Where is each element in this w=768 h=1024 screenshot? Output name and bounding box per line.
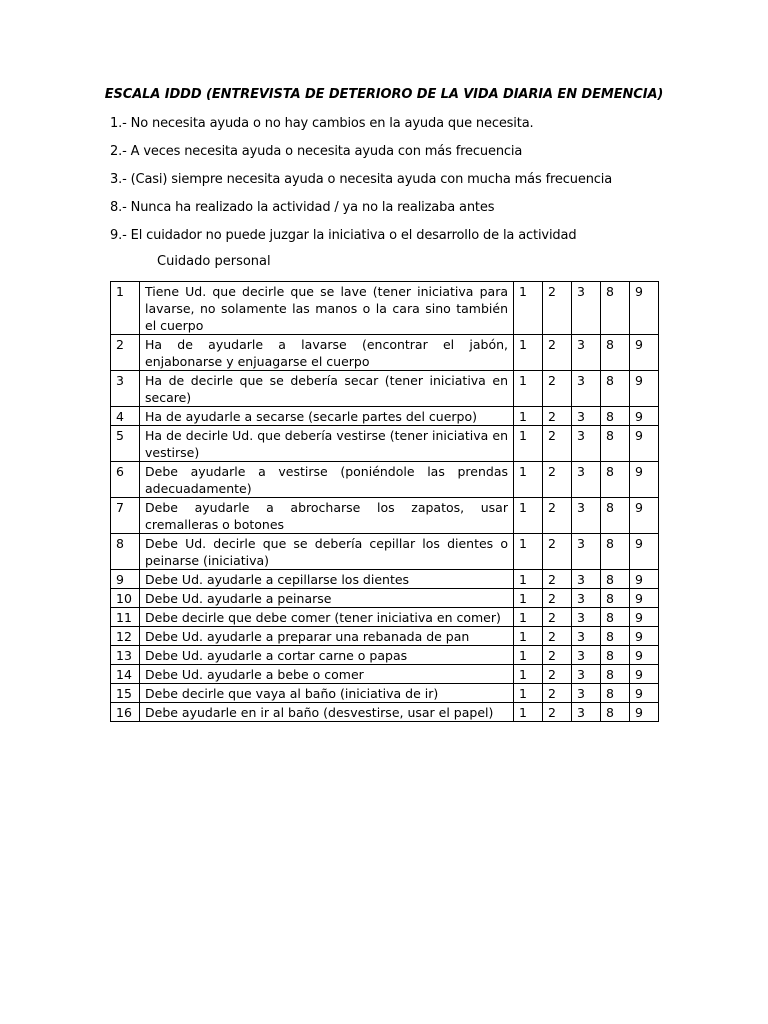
score-option-1[interactable]: 1 — [514, 570, 543, 589]
item-question: Debe Ud. ayudarle a cortar carne o papas — [140, 646, 514, 665]
table-row — [111, 462, 659, 498]
table-row — [111, 371, 659, 407]
item-number: 12 — [111, 627, 140, 646]
table-row — [111, 703, 659, 722]
score-option-1[interactable]: 1 — [514, 627, 543, 646]
legend-item-8: 8.- Nunca ha realizado la actividad / ya no la realizaba antes — [110, 200, 495, 215]
item-number: 13 — [111, 646, 140, 665]
score-option-1[interactable]: 1 — [514, 703, 543, 722]
score-option-8[interactable]: 8 — [601, 534, 630, 570]
score-option-9[interactable]: 9 — [630, 627, 659, 646]
item-question: Debe Ud. ayudarle a bebe o comer — [140, 665, 514, 684]
score-option-3[interactable]: 3 — [572, 534, 601, 570]
score-option-9[interactable]: 9 — [630, 335, 659, 371]
item-number: 8 — [111, 534, 140, 570]
item-question: Tiene Ud. que decirle que se lave (tener iniciativa para lavarse, no solamente las manos o la cara sino también el cuerpo — [140, 282, 514, 335]
document-title: ESCALA IDDD (ENTREVISTA DE DETERIORO DE LA VIDA DIARIA EN DEMENCIA) — [104, 87, 664, 102]
score-option-8[interactable]: 8 — [601, 498, 630, 534]
score-option-9[interactable]: 9 — [630, 684, 659, 703]
score-option-8[interactable]: 8 — [601, 684, 630, 703]
score-option-3[interactable]: 3 — [572, 426, 601, 462]
score-option-9[interactable]: 9 — [630, 426, 659, 462]
score-option-3[interactable]: 3 — [572, 665, 601, 684]
item-question: Debe Ud. ayudarle a peinarse — [140, 589, 514, 608]
score-option-2[interactable]: 2 — [543, 646, 572, 665]
score-option-9[interactable]: 9 — [630, 462, 659, 498]
score-option-9[interactable]: 9 — [630, 589, 659, 608]
items-table-body — [111, 282, 659, 722]
score-option-9[interactable]: 9 — [630, 282, 659, 335]
score-option-2[interactable]: 2 — [543, 684, 572, 703]
score-option-1[interactable]: 1 — [514, 684, 543, 703]
table-row — [111, 335, 659, 371]
score-option-1[interactable]: 1 — [514, 498, 543, 534]
item-number: 2 — [111, 335, 140, 371]
score-option-9[interactable]: 9 — [630, 570, 659, 589]
score-option-9[interactable]: 9 — [630, 608, 659, 627]
score-option-8[interactable]: 8 — [601, 426, 630, 462]
item-question: Debe decirle que debe comer (tener iniciativa en comer) — [140, 608, 514, 627]
score-option-3[interactable]: 3 — [572, 407, 601, 426]
score-option-3[interactable]: 3 — [572, 282, 601, 335]
score-option-9[interactable]: 9 — [630, 703, 659, 722]
score-option-2[interactable]: 2 — [543, 426, 572, 462]
table-row — [111, 589, 659, 608]
legend-item-1: 1.- No necesita ayuda o no hay cambios en la ayuda que necesita. — [110, 116, 534, 131]
score-option-3[interactable]: 3 — [572, 684, 601, 703]
table-row — [111, 282, 659, 335]
score-option-1[interactable]: 1 — [514, 426, 543, 462]
score-option-9[interactable]: 9 — [630, 371, 659, 407]
score-option-3[interactable]: 3 — [572, 627, 601, 646]
item-question: Ha de ayudarle a lavarse (encontrar el jabón, enjabonarse y enjuagarse el cuerpo — [140, 335, 514, 371]
items-table — [110, 281, 659, 722]
score-option-3[interactable]: 3 — [572, 462, 601, 498]
score-option-8[interactable]: 8 — [601, 407, 630, 426]
table-row — [111, 570, 659, 589]
score-option-2[interactable]: 2 — [543, 371, 572, 407]
item-question: Debe ayudarle en ir al baño (desvestirse, usar el papel) — [140, 703, 514, 722]
score-option-1[interactable]: 1 — [514, 462, 543, 498]
item-question: Debe ayudarle a vestirse (poniéndole las prendas adecuadamente) — [140, 462, 514, 498]
table-row — [111, 407, 659, 426]
score-option-9[interactable]: 9 — [630, 498, 659, 534]
item-number: 9 — [111, 570, 140, 589]
item-number: 14 — [111, 665, 140, 684]
score-option-1[interactable]: 1 — [514, 665, 543, 684]
score-option-8[interactable]: 8 — [601, 282, 630, 335]
score-option-3[interactable]: 3 — [572, 498, 601, 534]
table-row — [111, 608, 659, 627]
score-option-2[interactable]: 2 — [543, 534, 572, 570]
table-row — [111, 498, 659, 534]
item-number: 15 — [111, 684, 140, 703]
item-question: Debe decirle que vaya al baño (iniciativa de ir) — [140, 684, 514, 703]
scale-legend — [110, 116, 670, 256]
item-question: Ha de decirle que se debería secar (tener iniciativa en secare) — [140, 371, 514, 407]
item-number: 11 — [111, 608, 140, 627]
score-option-2[interactable]: 2 — [543, 703, 572, 722]
score-option-3[interactable]: 3 — [572, 371, 601, 407]
score-option-8[interactable]: 8 — [601, 335, 630, 371]
score-option-2[interactable]: 2 — [543, 627, 572, 646]
legend-item-9: 9.- El cuidador no puede juzgar la iniciativa o el desarrollo de la actividad — [110, 228, 577, 243]
score-option-8[interactable]: 8 — [601, 608, 630, 627]
score-option-9[interactable]: 9 — [630, 665, 659, 684]
score-option-1[interactable]: 1 — [514, 589, 543, 608]
item-number: 16 — [111, 703, 140, 722]
score-option-8[interactable]: 8 — [601, 665, 630, 684]
section-title: Cuidado personal — [157, 254, 271, 269]
table-row — [111, 684, 659, 703]
table-row — [111, 646, 659, 665]
score-option-2[interactable]: 2 — [543, 570, 572, 589]
score-option-1[interactable]: 1 — [514, 335, 543, 371]
table-row — [111, 534, 659, 570]
legend-item-3: 3.- (Casi) siempre necesita ayuda o necesita ayuda con mucha más frecuencia — [110, 172, 613, 187]
score-option-3[interactable]: 3 — [572, 570, 601, 589]
score-option-1[interactable]: 1 — [514, 608, 543, 627]
score-option-9[interactable]: 9 — [630, 534, 659, 570]
score-option-2[interactable]: 2 — [543, 665, 572, 684]
score-option-1[interactable]: 1 — [514, 371, 543, 407]
score-option-2[interactable]: 2 — [543, 282, 572, 335]
score-option-2[interactable]: 2 — [543, 589, 572, 608]
legend-item-2: 2.- A veces necesita ayuda o necesita ayuda con más frecuencia — [110, 144, 523, 159]
score-option-2[interactable]: 2 — [543, 498, 572, 534]
score-option-8[interactable]: 8 — [601, 646, 630, 665]
score-option-9[interactable]: 9 — [630, 646, 659, 665]
score-option-1[interactable]: 1 — [514, 646, 543, 665]
score-option-9[interactable]: 9 — [630, 407, 659, 426]
item-question: Debe Ud. ayudarle a cepillarse los dientes — [140, 570, 514, 589]
score-option-2[interactable]: 2 — [543, 407, 572, 426]
item-number: 6 — [111, 462, 140, 498]
score-option-8[interactable]: 8 — [601, 627, 630, 646]
item-number: 1 — [111, 282, 140, 335]
score-option-3[interactable]: 3 — [572, 589, 601, 608]
score-option-1[interactable]: 1 — [514, 282, 543, 335]
item-question: Debe ayudarle a abrocharse los zapatos, usar cremalleras o botones — [140, 498, 514, 534]
score-option-2[interactable]: 2 — [543, 608, 572, 627]
score-option-3[interactable]: 3 — [572, 703, 601, 722]
table-row — [111, 426, 659, 462]
item-question: Debe Ud. decirle que se debería cepillar los dientes o peinarse (iniciativa) — [140, 534, 514, 570]
score-option-1[interactable]: 1 — [514, 407, 543, 426]
table-row — [111, 627, 659, 646]
score-option-2[interactable]: 2 — [543, 335, 572, 371]
item-number: 4 — [111, 407, 140, 426]
item-number: 10 — [111, 589, 140, 608]
score-option-3[interactable]: 3 — [572, 608, 601, 627]
table-row — [111, 665, 659, 684]
item-number: 5 — [111, 426, 140, 462]
item-number: 7 — [111, 498, 140, 534]
score-option-8[interactable]: 8 — [601, 462, 630, 498]
score-option-2[interactable]: 2 — [543, 462, 572, 498]
score-option-3[interactable]: 3 — [572, 335, 601, 371]
item-question: Ha de ayudarle a secarse (secarle partes del cuerpo) — [140, 407, 514, 426]
score-option-1[interactable]: 1 — [514, 534, 543, 570]
item-question: Debe Ud. ayudarle a preparar una rebanada de pan — [140, 627, 514, 646]
score-option-8[interactable]: 8 — [601, 589, 630, 608]
score-option-8[interactable]: 8 — [601, 371, 630, 407]
score-option-3[interactable]: 3 — [572, 646, 601, 665]
item-number: 3 — [111, 371, 140, 407]
score-option-8[interactable]: 8 — [601, 703, 630, 722]
item-question: Ha de decirle Ud. que debería vestirse (tener iniciativa en vestirse) — [140, 426, 514, 462]
score-option-8[interactable]: 8 — [601, 570, 630, 589]
